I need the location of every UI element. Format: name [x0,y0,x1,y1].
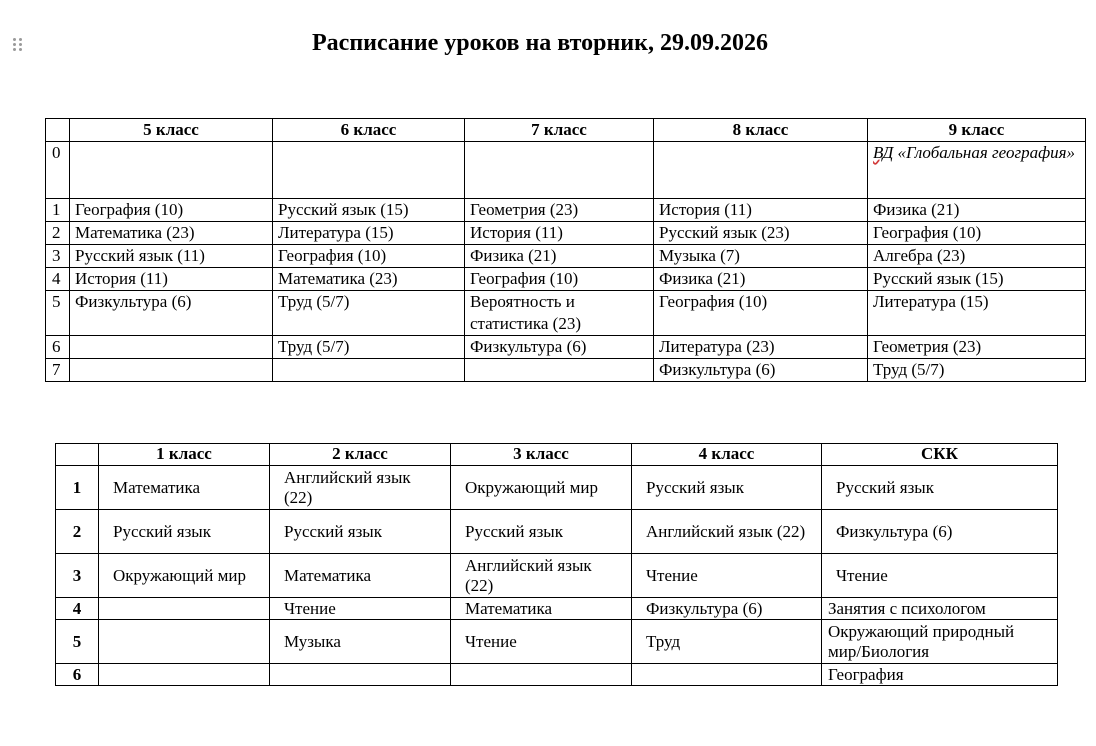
cell-text: «Глобальная география» [893,143,1076,162]
table-cell: Окружающий мир [451,466,632,510]
table-cell: География (10) [273,245,465,268]
table-cell: Чтение [632,554,822,598]
table-cell: Литература (15) [868,291,1086,336]
table-cell: Русский язык [822,466,1058,510]
table-cell: География (10) [868,222,1086,245]
header-cell [46,119,70,142]
lesson-number: 4 [56,598,99,620]
lesson-number: 1 [56,466,99,510]
lesson-number: 1 [46,199,70,222]
table-row [56,598,1058,620]
table-cell [270,664,451,686]
table-row [46,199,1086,222]
page-title: Расписание уроков на вторник, 29.09.2026 [312,30,768,56]
table-cell: Алгебра (23) [868,245,1086,268]
table-cell: Английский язык (22) [270,466,451,510]
table-row [46,245,1086,268]
table-cell: Физкультура (6) [632,598,822,620]
table-cell [868,142,1086,199]
table-cell: Русский язык [270,510,451,554]
table-cell: География (10) [70,199,273,222]
table-cell: Физика (21) [465,245,654,268]
table-row [56,620,1058,664]
lesson-number: 6 [56,664,99,686]
table-cell: Вероятность и статистика (23) [465,291,654,336]
lesson-number: 2 [56,510,99,554]
header-cell: 7 класс [465,119,654,142]
table-cell: Литература (23) [654,336,868,359]
table-cell: Музыка (7) [654,245,868,268]
table-cell: Математика [270,554,451,598]
table-cell: Геометрия (23) [868,336,1086,359]
lesson-number: 5 [46,291,70,336]
table-header-row [46,119,1086,142]
table-cell: Физика (21) [654,268,868,291]
table-cell: Математика (23) [273,268,465,291]
table-cell: Русский язык (23) [654,222,868,245]
table-cell: Окружающий природный мир/Биология [822,620,1058,664]
table-header-row [56,444,1058,466]
table-cell [99,598,270,620]
schedule-table-5-9 [45,118,1086,382]
table-row [46,336,1086,359]
header-cell: 9 класс [868,119,1086,142]
table-cell [451,664,632,686]
header-cell: 5 класс [70,119,273,142]
lesson-number: 0 [46,142,70,199]
spellcheck-word: ВД [873,143,894,162]
table-cell: Труд [632,620,822,664]
table-row [56,510,1058,554]
table-cell: Чтение [270,598,451,620]
header-cell: 6 класс [273,119,465,142]
lesson-number: 5 [56,620,99,664]
table-cell: Физкультура (6) [654,359,868,382]
table-cell: Физкультура (6) [70,291,273,336]
table-row [46,291,1086,336]
header-cell: 3 класс [451,444,632,466]
table-cell: Математика [99,466,270,510]
table-cell: Физкультура (6) [465,336,654,359]
table-cell: Труд (5/7) [868,359,1086,382]
table-cell [99,664,270,686]
table-cell: Русский язык [99,510,270,554]
table-cell [465,359,654,382]
lesson-number: 2 [46,222,70,245]
table-cell: История (11) [70,268,273,291]
table-cell: Математика (23) [70,222,273,245]
table-cell [99,620,270,664]
table-cell: Русский язык [632,466,822,510]
table-cell: Русский язык (11) [70,245,273,268]
table-cell: Русский язык [451,510,632,554]
table-cell: Музыка [270,620,451,664]
table-cell: Геометрия (23) [465,199,654,222]
table-cell [465,142,654,199]
lesson-number: 4 [46,268,70,291]
table-row [46,222,1086,245]
table-cell: Литература (15) [273,222,465,245]
table-cell: Русский язык (15) [868,268,1086,291]
table-row [46,268,1086,291]
table-cell: Чтение [451,620,632,664]
header-cell: 4 класс [632,444,822,466]
table-cell: Русский язык (15) [273,199,465,222]
table-row [56,554,1058,598]
table-cell: Математика [451,598,632,620]
table-row [56,664,1058,686]
table-cell: Труд (5/7) [273,336,465,359]
table-cell [70,142,273,199]
lesson-number: 3 [46,245,70,268]
table-cell: География (10) [654,291,868,336]
header-cell: СКК [822,444,1058,466]
lesson-number: 6 [46,336,70,359]
header-cell: 2 класс [270,444,451,466]
header-cell: 8 класс [654,119,868,142]
table-cell: Физкультура (6) [822,510,1058,554]
table-cell [70,336,273,359]
table-row [46,359,1086,382]
table-cell [632,664,822,686]
header-cell [56,444,99,466]
table-row [56,466,1058,510]
table-cell: Английский язык (22) [451,554,632,598]
table-cell: Труд (5/7) [273,291,465,336]
table-cell: География [822,664,1058,686]
table-cell: История (11) [465,222,654,245]
table-cell [654,142,868,199]
table-cell: Чтение [822,554,1058,598]
table-cell: История (11) [654,199,868,222]
lesson-number: 7 [46,359,70,382]
table-cell: География (10) [465,268,654,291]
table-cell: Занятия с психологом [822,598,1058,620]
table-cell: Английский язык (22) [632,510,822,554]
table-cell: Окружающий мир [99,554,270,598]
header-cell: 1 класс [99,444,270,466]
lesson-number: 3 [56,554,99,598]
table-cell [273,142,465,199]
table-cell: Физика (21) [868,199,1086,222]
table-cell [273,359,465,382]
table-row [46,142,1086,199]
table-cell [70,359,273,382]
schedule-table-1-4 [55,443,1058,686]
